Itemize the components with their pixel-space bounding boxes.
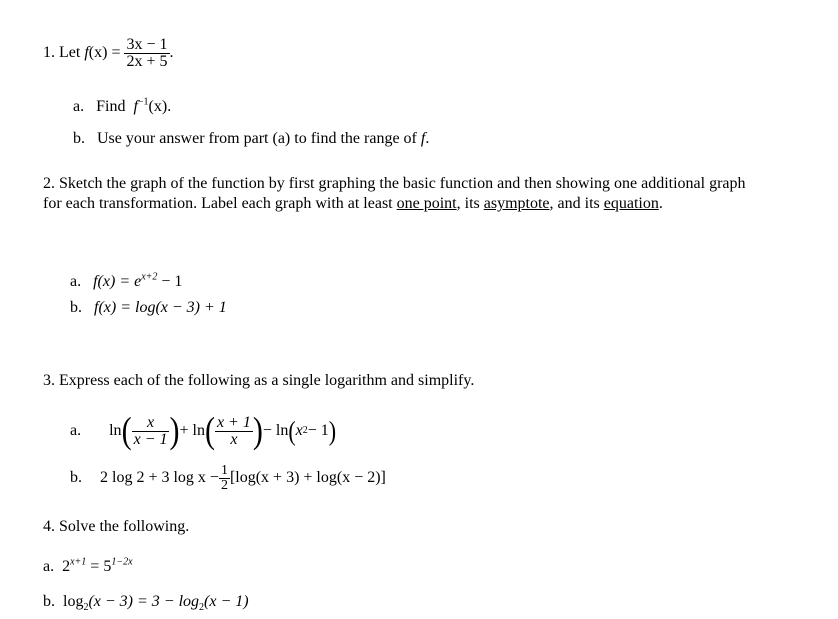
- q1-a-end: .: [167, 98, 172, 115]
- q3-tail-rest: − 1: [307, 422, 329, 439]
- q3-plus-ln: + ln: [179, 422, 205, 439]
- q2-part-b: [70, 300, 227, 316]
- q4-a-sup1: x+1: [70, 556, 87, 568]
- q1-fn-arg: (x) =: [88, 44, 121, 61]
- q1-a-label: a.: [73, 98, 85, 115]
- q2-paragraph: [43, 174, 763, 214]
- q2-a-lhs: f(x) = e: [93, 273, 142, 290]
- q3-fraction-2: [215, 415, 253, 448]
- q4-a-label: a.: [43, 558, 55, 575]
- q1-fraction: [124, 37, 169, 70]
- q1-fn: f: [84, 44, 89, 61]
- q3-tail-x: x: [295, 422, 303, 439]
- q1-denominator: 2x + 5: [126, 52, 168, 70]
- q4-heading: 4. Solve the following.: [43, 518, 190, 535]
- q4-b-end: (x − 1): [204, 593, 249, 610]
- q3-part-a: a. ln ( $\frac{x}{x - 1}$ ) + ln ( $\frac{x + 1}{x}$ ) − ln ( x 2 − 1 ): [70, 409, 337, 451]
- q4-b-sub2: 2: [199, 602, 205, 614]
- q3-b-post: [log(x + 3) + log(x − 2)]: [229, 469, 386, 486]
- q2-a-label: a.: [70, 273, 82, 290]
- q3-f2-den: x: [215, 431, 253, 448]
- q1-a-sup: −1: [137, 96, 149, 108]
- q2-text-1: 2. Sketch the graph of the function by first graphing the basic function and then showing one additional graph for each transformation. Label each graph with at least: [43, 175, 746, 212]
- q1-line: [43, 33, 174, 73]
- q2-text-3: , and its: [549, 195, 600, 212]
- q3-f1-num: x: [146, 413, 155, 431]
- q2-b-label: b.: [70, 299, 82, 316]
- q1-b-text: Use your answer from part (a) to find the range of: [97, 130, 417, 147]
- q3-b-pre: 2 log 2 + 3 log x −: [100, 469, 219, 486]
- q4-part-b: [43, 593, 249, 614]
- q1-a-arg: (x): [148, 98, 168, 115]
- q2-b-eq: f(x) = log(x − 3) + 1: [94, 299, 227, 316]
- q1-numerator: 3x − 1: [126, 35, 168, 53]
- q2-a-sup: x+2: [141, 271, 158, 283]
- q1-a-text: Find: [96, 98, 126, 115]
- q3-a-label: a.: [70, 422, 82, 439]
- q3-paren-close-3: ): [328, 414, 337, 446]
- q2-a-rhs: − 1: [157, 273, 183, 290]
- q2-asymptote: asymptote: [483, 195, 550, 212]
- q3-half-num: 1: [220, 462, 228, 478]
- q3-paren-close-2: ): [252, 409, 263, 451]
- q3-f1-den: x − 1: [133, 430, 168, 448]
- q1-b-end: .: [425, 130, 430, 147]
- q3-fraction-1: [132, 415, 170, 448]
- q1-part-b: [73, 131, 429, 147]
- q4-b-log: log: [63, 593, 84, 610]
- q1-period: .: [169, 44, 174, 61]
- q1-label: 1. Let: [43, 44, 81, 61]
- q1-a-fn: f: [133, 98, 138, 115]
- q3-heading: 3. Express each of the following as a single logarithm and simplify.: [43, 372, 475, 389]
- q1-b-label: b.: [73, 130, 85, 147]
- q4-b-mid: (x − 3) = 3 − log: [88, 593, 200, 610]
- q3-paren-open-2: (: [204, 409, 215, 451]
- q4-part-a: [43, 556, 133, 575]
- q4-b-label: b.: [43, 593, 55, 610]
- q3-b-label: b.: [70, 469, 82, 486]
- q2-text-2: , its: [456, 195, 480, 212]
- q3-minus-ln: − ln: [262, 422, 289, 439]
- q2-one-point: one point: [396, 195, 457, 212]
- q2-part-a: [70, 271, 183, 290]
- q4-a-eq: = 5: [86, 558, 112, 575]
- q3-ln-1: ln: [109, 422, 122, 439]
- q4-a-base1: 2: [62, 558, 71, 575]
- q1-part-a: [73, 96, 172, 115]
- q3-paren-close-1: ): [169, 409, 180, 451]
- q3-half-fraction: [219, 464, 230, 493]
- q3-paren-open-3: (: [288, 414, 296, 446]
- q2-equation: equation: [603, 195, 659, 212]
- q4-a-sup2: 1−2x: [111, 556, 133, 568]
- q3-half-den: 2: [220, 477, 228, 493]
- q3-f2-num: x + 1: [216, 413, 251, 431]
- q2-text-4: .: [658, 195, 663, 212]
- q4-b-sub: 2: [83, 602, 89, 614]
- q3-part-b: [70, 458, 386, 498]
- q3-paren-open-1: (: [121, 409, 132, 451]
- q1-b-f: f: [420, 130, 426, 147]
